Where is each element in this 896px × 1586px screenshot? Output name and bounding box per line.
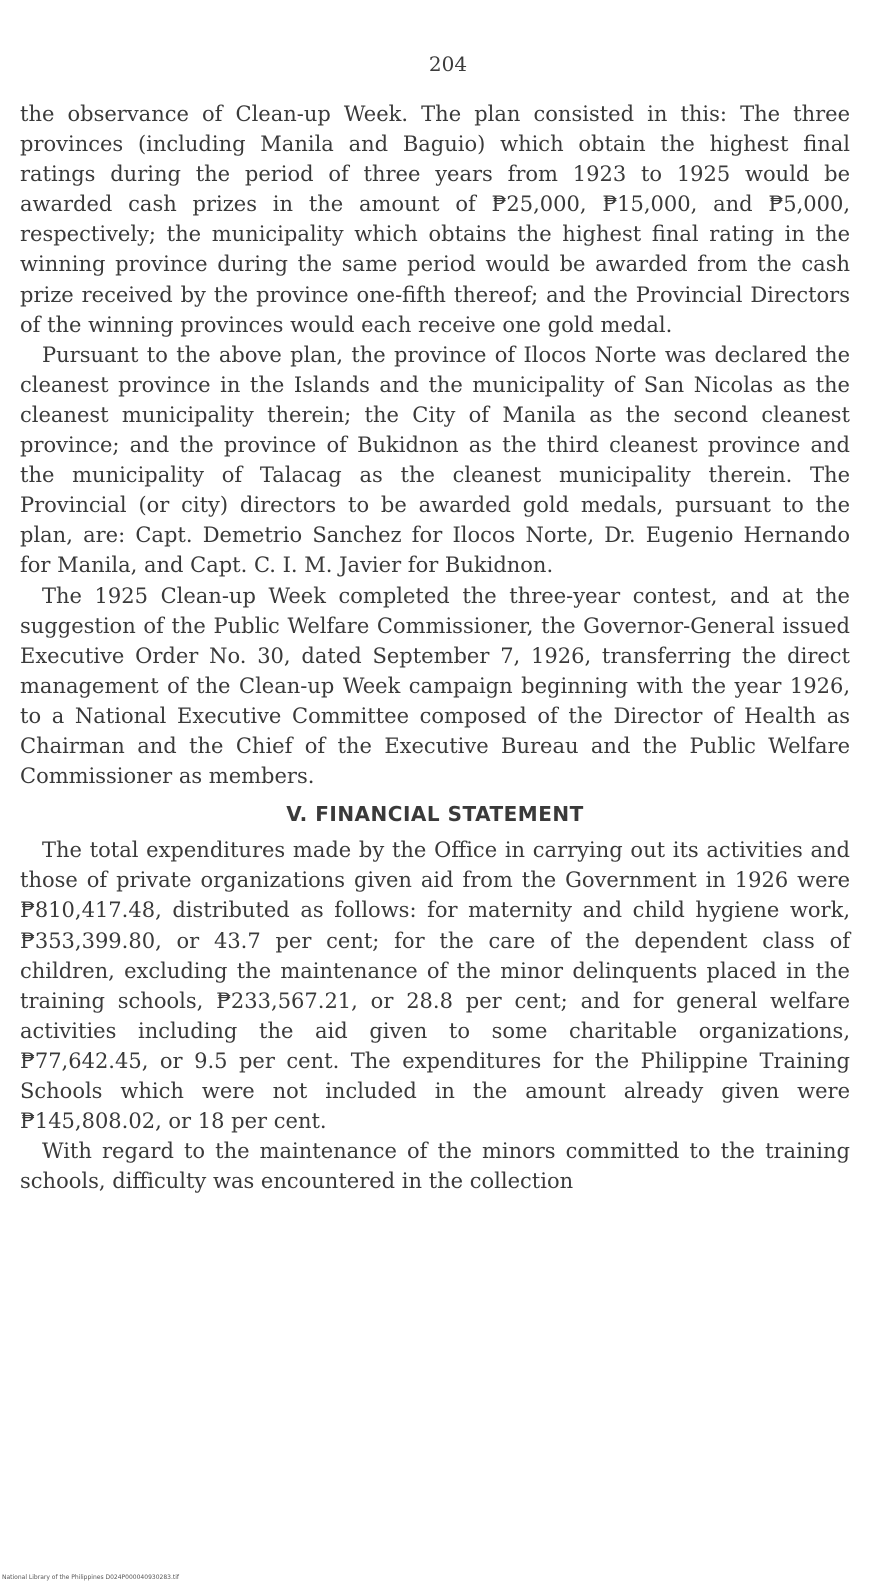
paragraph-total-expenditures: The total expenditures made by the Office in carrying out its activities and those of private organizations given aid from the Government in 1926 were ₱810,417.48, distributed as follows: for maternity and child hygiene work, ₱353,399.80, or 43.7 per cent; for the care of the dependent class of children, excluding the maintenance of the minor delinquents placed in the training schools, ₱233,567.21, or 28.8 per cent; and for general welfare activities including the aid given to some charitable organizations, ₱77,642.45, or 9.5 per cent. The expenditures for the Philippine Training Schools which were not included in the amount already given were ₱145,808.02, or 18 per cent. xyxy=(20,838,850,1134)
paragraph-contest-winners: Pursuant to the above plan, the province of Ilocos Norte was declared the cleanest province in the Islands and the municipality of San Nicolas as the cleanest municipality therein; the City of Manila as the second cleanest province; and the province of Bukidnon as the third cleanest province and the municipality of Talacag as the cleanest municipality therein. The Provincial (or city) directors to be awarded gold medals, pursuant to the plan, are: Capt. Demetrio Sanchez for Ilocos Norte, Dr. Eugenio Hernando for Manila, and Capt. C. I. M. Javier for Bukidnon. xyxy=(20,342,850,578)
paragraph-executive-order: The 1925 Clean-up Week completed the three-year contest, and at the suggestion of the Public Welfare Commissioner, the Governor-General issued Executive Order No. 30, dated September 7, 1926, transferring the direct management of the Clean-up Week campaign beginning with the year 1926, to a National Executive Committee composed of the Director of Health as Chairman and the Chief of the Executive Bureau and the Public Welfare Commissioner as members. xyxy=(20,583,850,789)
page-number: 204 xyxy=(428,52,468,76)
scan-footer: National Library of the Philippines D024P000040930283.tif xyxy=(2,1574,180,1581)
paragraph-maintenance-minors: With regard to the maintenance of the minors committed to the training schools, difficulty was encountered in the collection xyxy=(20,1139,850,1194)
body-text xyxy=(20,99,850,1196)
paragraph-clean-up-plan: the observance of Clean-up Week. The plan consisted in this: The three provinces (including Manila and Baguio) which obtain the highest final ratings during the period of three years from 1923 to 1925 would be awarded cash prizes in the amount of ₱25,000, ₱15,000, and ₱5,000, respectively; the municipality which obtains the highest final rating in the winning province during the same period would be awarded from the cash prize received by the province one-fifth thereof; and the Provincial Directors of the winning provinces would each receive one gold medal. xyxy=(20,102,850,337)
section-heading: V. FINANCIAL STATEMENT xyxy=(286,802,584,827)
